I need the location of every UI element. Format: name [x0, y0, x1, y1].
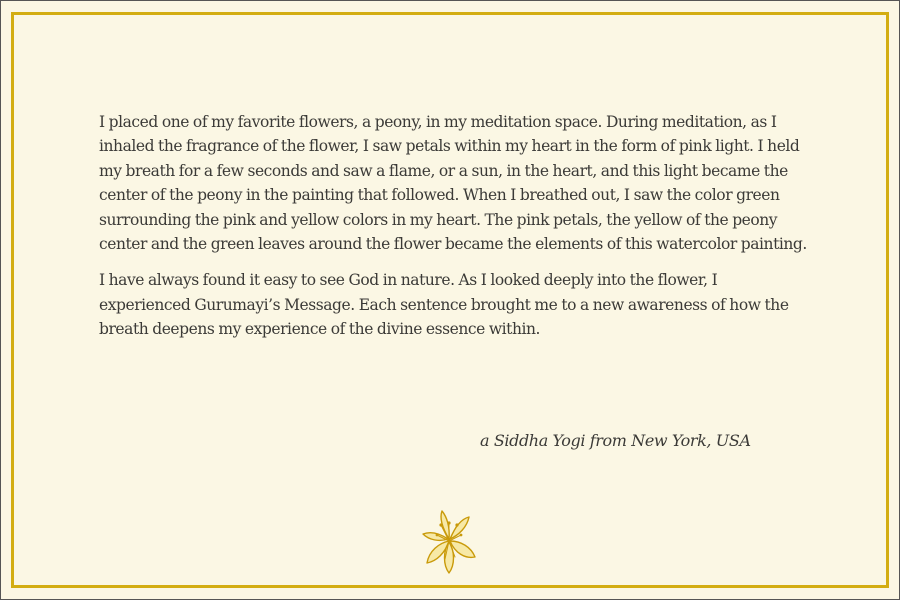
lily-icon — [415, 507, 483, 577]
paragraph-2: I have always found it easy to see God in nature. As I looked deeply into the flower, I experienced Gurumayi’s Message. Each sentence brought me to a new awareness of how the breath deepens my experience of the divine essence within. — [99, 271, 789, 339]
attribution: a Siddha Yogi from New York, USA — [480, 431, 751, 450]
testimony-body — [99, 110, 811, 354]
paragraph-1: I placed one of my favorite flowers, a peony, in my meditation space. During meditation, as I inhaled the fragrance of the flower, I saw petals within my heart in the form of pink light. I held my breath for a few seconds and saw a flame, or a sun, in the heart, and this light became the center of the peony in the painting that followed. When I breathed out, I saw the color green surrounding the pink and yellow colors in my heart. The pink petals, the yellow of the peony center and the green leaves around the flower became the elements of this watercolor painting. — [99, 113, 807, 254]
